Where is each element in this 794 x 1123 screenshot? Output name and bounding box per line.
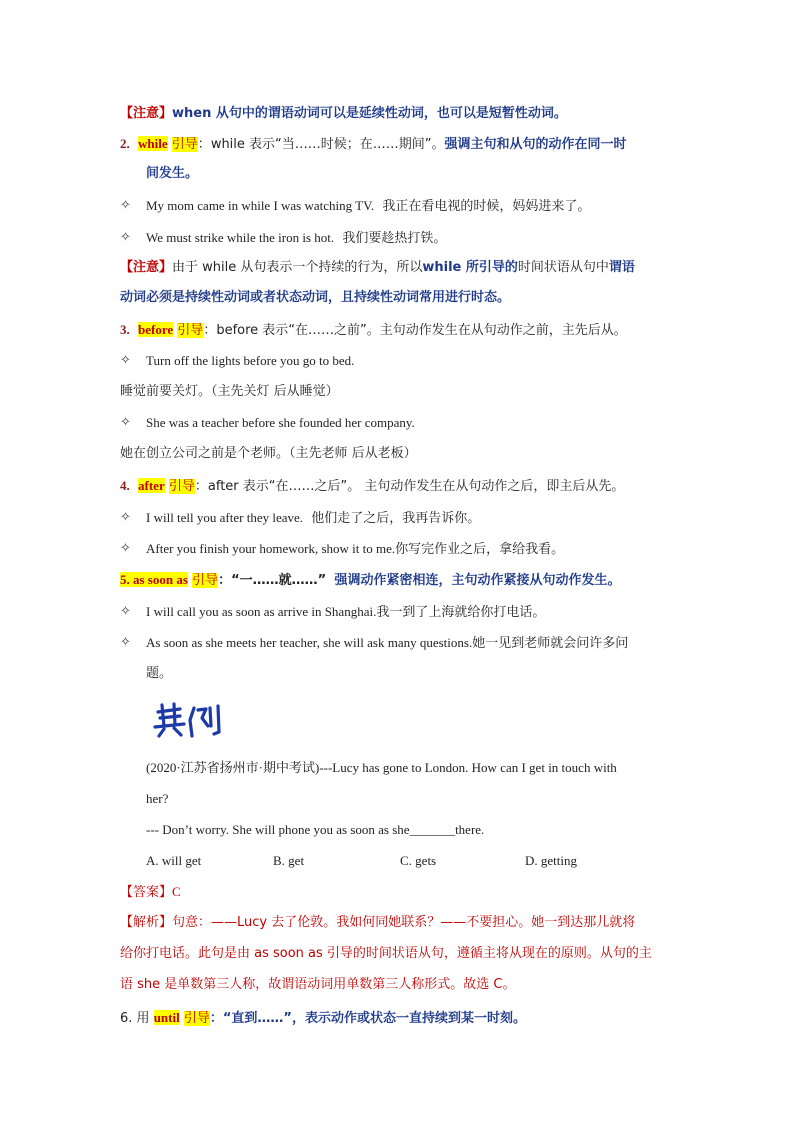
keyword-while: while <box>138 136 168 151</box>
example-sentence: We must strike while the iron is hot. 我们要趁热打铁。 <box>146 230 447 246</box>
example-sentence: I will call you as soon as arrive in Shanghai.我一到了上海就给你打电话。 <box>146 604 546 620</box>
analysis-cont: 给你打电话。此句是由 as soon as 引导的时间状语从句，遵循主将从现在的原则。从句的主 <box>120 946 652 961</box>
example-logo <box>150 700 230 740</box>
example-sentence: I will tell you after they leave. 他们走了之后，我再告诉你。 <box>146 510 481 526</box>
note-tag: 【注意】 <box>120 106 173 121</box>
answer: 【答案】C <box>120 884 181 900</box>
section-while-heading: 2. while 引导：while 表示“当……时候；在……期间”。强调主句和从句的动作在同一时 <box>120 136 627 152</box>
option-d: D. getting <box>525 853 577 868</box>
bullet-icon: ✧ <box>120 635 131 650</box>
keyword-as-soon-as: 5. as soon as <box>120 572 188 587</box>
note-while: 【注意】由于 while 从句表示一个持续的行为，所以while 所引导的时间状语从句中谓语 <box>120 260 635 275</box>
example-translation: 睡觉前要关灯。（主先关灯 后从睡觉） <box>120 384 339 399</box>
keyword-after: after <box>138 478 165 493</box>
bullet-icon: ✧ <box>120 353 131 368</box>
bullet-icon: ✧ <box>120 541 131 556</box>
example-translation: 她在创立公司之前是个老师。（主先老师 后从老板） <box>120 446 417 461</box>
example-sentence: My mom came in while I was watching TV. 我正在看电视的时候，妈妈进来了。 <box>146 198 591 214</box>
example-sentence: Turn off the lights before you go to bed. <box>146 353 355 368</box>
question-stem-cont: her? <box>146 791 169 806</box>
option-c: C. gets <box>400 853 437 868</box>
bullet-icon: ✧ <box>120 198 131 213</box>
question-reply: --- Don’t worry. She will phone you as soon as she_______there. <box>146 822 485 837</box>
keyword-until: until <box>153 1010 180 1025</box>
bullet-icon: ✧ <box>120 415 131 430</box>
question-stem: (2020·江苏省扬州市·期中考试)---Lucy has gone to London. How can I get in touch with <box>146 760 617 775</box>
section-before-heading: 3. before 引导：before 表示“在……之前”。主句动作发生在从句动作之前，主先后从。 <box>120 322 627 338</box>
bullet-icon: ✧ <box>120 230 131 245</box>
option-a: A. will get <box>146 853 202 868</box>
bullet-icon: ✧ <box>120 510 131 525</box>
analysis: 【解析】句意：——Lucy 去了伦敦。我如何同她联系？——不要担心。她一到达那儿就将 <box>120 915 636 930</box>
section-after-heading: 4. after 引导：after 表示“在……之后”。 主句动作发生在从句动作之后，即主后从先。 <box>120 478 625 494</box>
bullet-icon: ✧ <box>120 604 131 619</box>
note-while-cont: 动词必须是持续性动词或者状态动词，且持续性动词常用进行时态。 <box>120 290 511 305</box>
example-sentence: As soon as she meets her teacher, she will ask many questions.她一见到老师就会问许多问 <box>146 635 629 651</box>
example-sentence: She was a teacher before she founded her company. <box>146 415 415 430</box>
section-until-heading: 6. 用 until 引导：“直到……”，表示动作或状态一直持续到某一时刻。 <box>120 1010 526 1026</box>
option-b: B. get <box>273 853 305 868</box>
example-sentence: After you finish your homework, show it to me.你写完作业之后，拿给我看。 <box>146 541 565 557</box>
note-text: when 从句中的谓语动词可以是延续性动词，也可以是短暂性动词。 <box>172 106 567 121</box>
example-sentence-cont: 题。 <box>146 666 173 681</box>
section-as-soon-as-heading: 5. as soon as 引导：“一……就……” 强调动作紧密相连，主句动作紧接从句动作发生。 <box>120 572 621 588</box>
section-while-heading-cont: 间发生。 <box>146 166 199 181</box>
analysis-cont: 语 she 是单数第三人称，故谓语动词用单数第三人称形式。故选 C。 <box>120 977 516 992</box>
keyword-before: before <box>138 322 174 337</box>
note-when <box>120 104 684 124</box>
